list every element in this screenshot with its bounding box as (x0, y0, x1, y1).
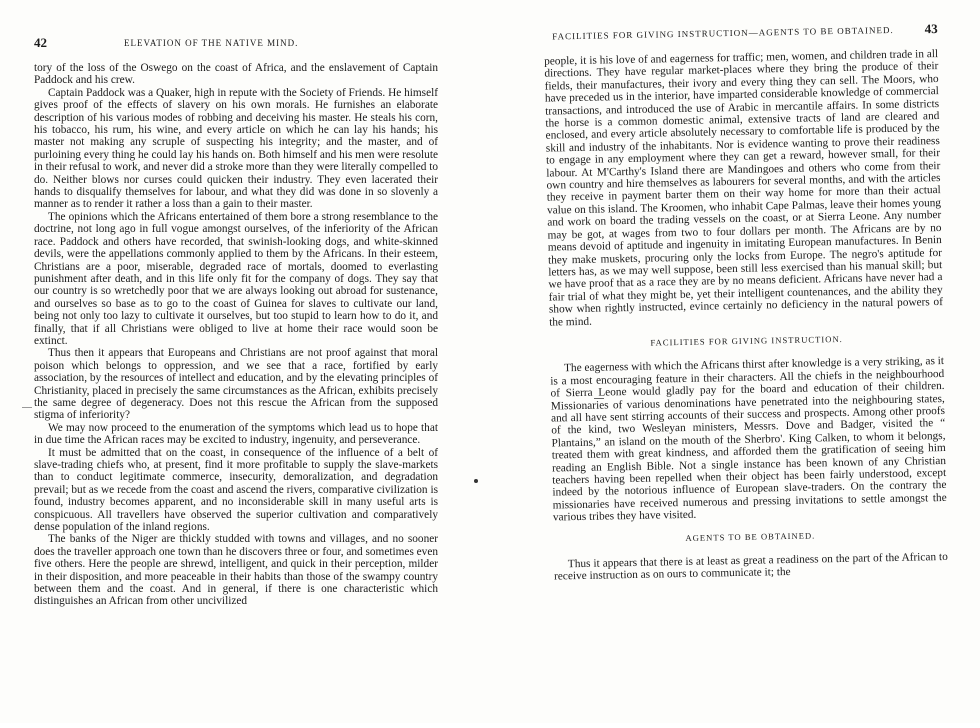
section-heading-agents: AGENTS TO BE OBTAINED. (685, 530, 816, 543)
paragraph: tory of the loss of the Oswego on the coast of Africa, and the enslavement of Captain Paddock and his crew. (34, 62, 438, 87)
right-page-number: 43 (924, 21, 938, 37)
paragraph: We may now proceed to the enumeration of the symptoms which lead us to hope that in due time the African races may be excited to industry, ingenuity, and perseverance. (34, 421, 438, 447)
left-page (0, 0, 490, 723)
paragraph: people, it is his love of and eagerness for traffic; men, women, and children trade in all directions. They have regular market-places where they bring the produce of their fields, their manufactures, their ivory and every thing they can sell. The Moors, who have preceded us in the interior, have imparted considerable knowledge of commercial transactions, and introduced the use of Arabic in mercantile affairs. In some districts the horse is a common domestic animal, extensive tracts of land are cleared and enclosed, and every article absolutely necessary to comfortable life is produced by the skill and industry of the inhabitants. Nor is evidence wanting to prove their readiness to engage in any employment where they can get a reward, however small, for their labour. At M'Carthy's Island there are Mandingoes and others who come from their own country and hire themselves as labourers for several months, and with the articles they receive in payment barter them on their way home for more than their actual value on this island. The Kroomen, who inhabit Cape Palmas, leave their homes young and work on board the trading vessels on the coast, or at Sierra Leone. Any number may be got, at wages from two to four dollars per month. The Africans are by no means devoid of aptitude and ingenuity in imitating European manufactures. In Benin they make muskets, procuring only the locks from Europe. The negro's aptitude for letters has, as we may well suppose, been still less exercised than his manual skill; but we have proof that as a race they are by no means deficient. Africans have never had a fair trial of what they might be, yet their intelligent countenances, and the ability they show when rightly instructed, evince certainly no deficiency in the natural powers of the mind. (544, 48, 944, 329)
right-running-head (544, 21, 938, 46)
paragraph: Thus then it appears that Europeans and Christians are not proof against that moral poison which belongs to oppression, and we see that a race, fortified by early association, by the resources of intellect and education, and by the elevating principles of Christianity, placed in precisely the same circumstances as the African, exhibits precisely the same degree of degeneracy. Does not this rescue the African from the supposed stigma of inferiority? (34, 347, 438, 422)
paragraph: Captain Paddock was a Quaker, high in repute with the Society of Friends. He himself gives proof of the effects of slavery on his own morals. He furnishes an elaborate description of his various modes of robbing and deceiving his master. He steals his corn, his tobacco, his rum, his wine, and every article on which he can lay his hands; his master not making any scruple of suspecting his integrity; and the master, and of purloining every thing he could lay his hands on. Both himself and his men were resolute in their refusal to work, and never did a stroke more than they were literally compelled to do. Neither blows nor curses could quicken their industry. They even lacerated their hands to disqualify themselves for labour, and what they did was done in so slovenly a manner as to render it rather a loss than a gain to their master. (34, 86, 438, 211)
paragraph: The banks of the Niger are thickly studded with towns and villages, and no sooner does the traveller approach one town than he discovers three or four, and sometimes even five others. Here the people are shrewd, intelligent, and quick in their perception, milder in their disposition, and more peaceable in their habits than those of the swampy country between them and the coast. And in general, if there is one characteristic which distinguishes an African from other uncivilized (34, 533, 438, 608)
left-running-head (34, 35, 438, 52)
paragraph: The opinions which the Africans entertained of them bore a strong resemblance to the doctrine, not long ago in full vogue amongst ourselves, of the inferiority of the African race. Paddock and others have recorded, that swinish-looking dogs, and white-skinned devils, were the appellations commonly applied to them by the Africans. In their esteem, Christians are a poor, miserable, degraded race of mortals, doomed to everlasting punishment after death, and in this life only fit for the company of dogs. They say that our country is so wretchedly poor that we are always looking out abroad for sustenance, and ourselves so base as to go to the coast of Guinea for slaves to cultivate our land, being not only too lazy to cultivate it ourselves, but too stupid to learn how to do it, and finally, that if all Christians were obliged to live at home their race would soon be extinct. (34, 210, 438, 347)
margin-mark (22, 407, 32, 408)
paragraph: The eagerness with which the Africans thirst after knowledge is a very striking, as it is a most encouraging feature in their characters. All the chiefs in the neighbourhood of Sierra Leone would gladly pay for the board and education of their children. Missionaries of various denominations have penetrated into the neighbouring states, and all have sent stirring accounts of their success and prospects. Among other proofs of the kind, two Wesleyan ministers, Messrs. Dove and Badger, visited the “ Plantains,” an island on the mouth of the Sherbro'. King Calken, to whom it belongs, treated them with great kindness, and afforded them the gratification of seeing him reading an English Bible. Not a single instance has been known of any Christian teachers having been repelled when their object has been fairly understood, except indeed by the notorious influence of European slave-traders. On the contrary the missionaries have received numerous and pressing invitations to settle amongst the various tribes they have visited. (550, 355, 947, 524)
section-rule (594, 398, 604, 399)
paragraph: It must be admitted that on the coast, in consequence of the influence of a belt of slave-trading chiefs who, at present, find it more profitable to supply the slave-markets than to conduct legitimate commerce, insecurity, demoralization, and degradation prevail; but as we recede from the coast and ascend the rivers, comparative civilization is found, industry becomes apparent, and no inconsiderable skill in many useful arts is conspicuous. All travellers have observed the superior cultivation and comparatively dense population of the inland regions. (34, 446, 438, 534)
left-running-title: ELEVATION OF THE NATIVE MIND. (124, 38, 299, 48)
section-heading-facilities: FACILITIES FOR GIVING INSTRUCTION. (650, 333, 843, 348)
right-page (483, 0, 980, 728)
left-body-text (34, 62, 438, 608)
gutter-speck (474, 479, 478, 483)
left-page-number: 42 (34, 35, 47, 50)
right-body-text (544, 48, 948, 583)
right-running-title: FACILITIES FOR GIVING INSTRUCTION—AGENTS TO BE OBTAINED. (552, 24, 894, 42)
paragraph: Thus it appears that there is at least as great a readiness on the part of the African to receive instruction as on ours to communicate it; the (553, 550, 948, 583)
